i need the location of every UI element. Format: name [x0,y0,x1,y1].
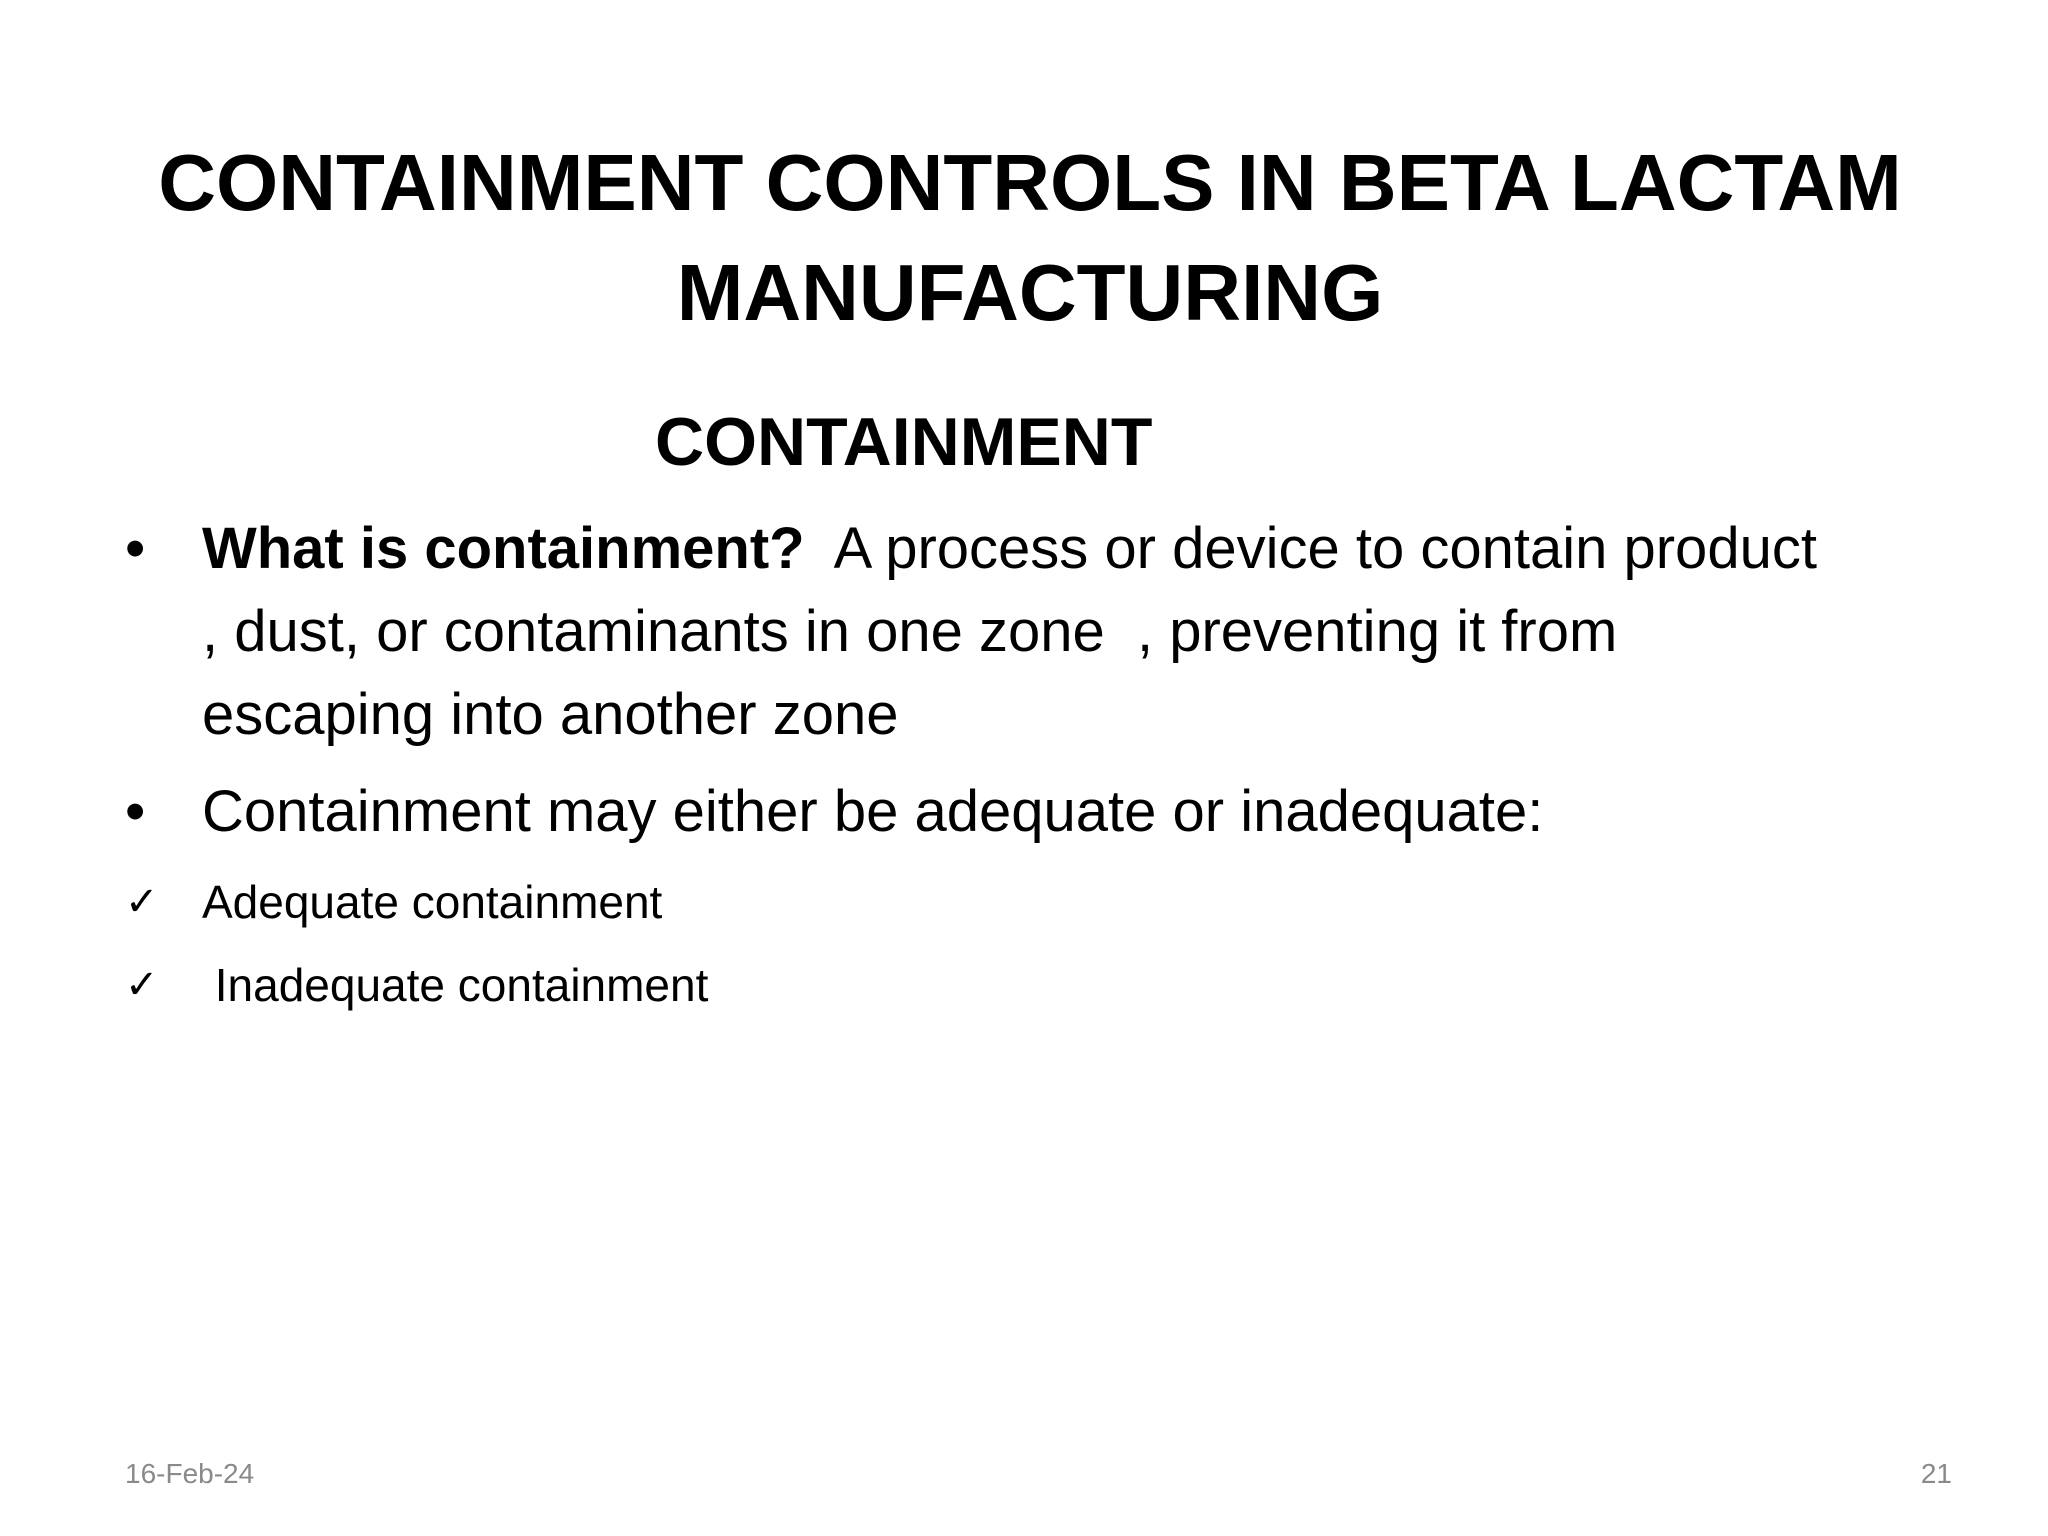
bullet-text: Containment may either be adequate or inadequate: [202,779,1544,844]
checkmark-icon: ✓ [125,962,159,1008]
section-heading: CONTAINMENT [655,404,1153,480]
bullet-dot-icon: • [125,516,146,581]
checkmark-icon: ✓ [125,879,159,925]
slide-title [100,128,1960,348]
footer-page-number: 21 [1920,1458,1952,1489]
bullet-text [202,507,1817,756]
bullet-line-2: , dust, or contaminants in one zone , preventing it from [202,599,1618,664]
slide-title-line-2: MANUFACTURING [676,248,1384,337]
bullet-line-1-rest: A process or device to contain product [804,516,1817,581]
slide-title-line-1: CONTAINMENT CONTROLS IN BETA LACTAM [158,138,1902,227]
footer-date: 16-Feb-24 [125,1458,255,1489]
bullet-line-3: escaping into another zone [202,682,899,747]
bullet-line-1 [202,507,1817,590]
bullet-bold-lead: What is containment? [202,516,805,581]
bullet-dot-icon: • [125,779,146,844]
check-item-text: Inadequate containment [202,959,709,1011]
check-item-text: Adequate containment [202,876,663,928]
